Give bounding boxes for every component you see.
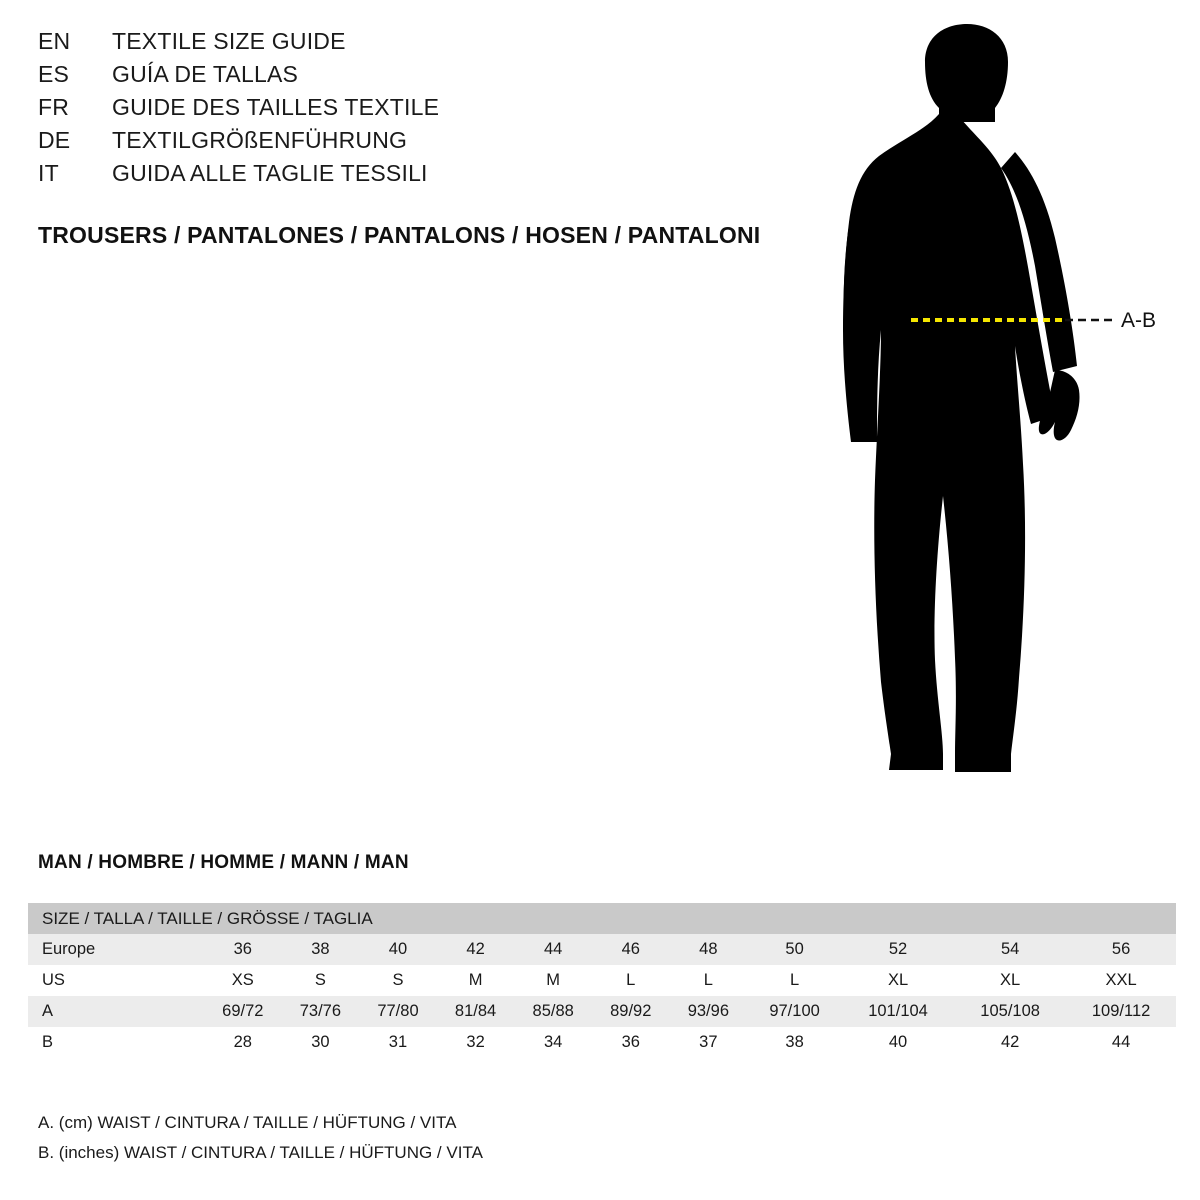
cell: 30 (282, 1027, 360, 1058)
footnotes (38, 1108, 483, 1168)
cell: 109/112 (1066, 996, 1176, 1027)
garment-type-label: TROUSERS / PANTALONES / PANTALONS / HOSEN / PANTALONI (38, 222, 761, 248)
cell: 44 (514, 934, 592, 965)
cell: 48 (670, 934, 748, 965)
waist-measure-label: A-B (1121, 309, 1157, 332)
cell: 37 (670, 1027, 748, 1058)
cell: 42 (437, 934, 515, 965)
language-title: TEXTILE SIZE GUIDE (112, 28, 346, 54)
language-row-it (38, 160, 818, 193)
figure-illustration (815, 10, 1195, 810)
table-header-label: SIZE / TALLA / TAILLE / GRÖSSE / TAGLIA (28, 903, 1176, 934)
table-section-title: MAN / HOMBRE / HOMME / MANN / MAN (38, 852, 409, 873)
cell: 38 (747, 1027, 842, 1058)
cell: S (282, 965, 360, 996)
table-row (28, 996, 1176, 1027)
language-code: EN (38, 28, 71, 54)
cell: XXL (1066, 965, 1176, 996)
footnote-a: A. (cm) WAIST / CINTURA / TAILLE / HÜFTUNG / VITA (38, 1113, 457, 1132)
cell: XL (954, 965, 1066, 996)
male-silhouette-icon (843, 24, 1080, 772)
cell: M (437, 965, 515, 996)
cell: 40 (842, 1027, 954, 1058)
cell: 40 (359, 934, 437, 965)
cell: XL (842, 965, 954, 996)
language-code: ES (38, 61, 70, 87)
cell: 52 (842, 934, 954, 965)
cell: 46 (592, 934, 670, 965)
language-title-block (38, 28, 818, 193)
size-table (28, 903, 1176, 1058)
language-row-fr (38, 94, 818, 127)
cell: L (592, 965, 670, 996)
table-row (28, 1027, 1176, 1058)
cell: L (670, 965, 748, 996)
cell: 36 (204, 934, 282, 965)
cell: 89/92 (592, 996, 670, 1027)
language-row-de (38, 127, 818, 160)
row-label-b: B (28, 1027, 204, 1058)
table-row (28, 965, 1176, 996)
cell: 77/80 (359, 996, 437, 1027)
table-row (28, 934, 1176, 965)
cell: 42 (954, 1027, 1066, 1058)
language-title: GUIDE DES TAILLES TEXTILE (112, 94, 440, 120)
language-title: TEXTILGRÖßENFÜHRUNG (112, 127, 408, 153)
cell: L (747, 965, 842, 996)
cell: XS (204, 965, 282, 996)
cell: 34 (514, 1027, 592, 1058)
cell: 93/96 (670, 996, 748, 1027)
cell: 32 (437, 1027, 515, 1058)
cell: 31 (359, 1027, 437, 1058)
row-label-us: US (28, 965, 204, 996)
cell: S (359, 965, 437, 996)
cell: 50 (747, 934, 842, 965)
cell: 44 (1066, 1027, 1176, 1058)
language-title: GUIDA ALLE TAGLIE TESSILI (112, 160, 428, 186)
cell: 36 (592, 1027, 670, 1058)
cell: 73/76 (282, 996, 360, 1027)
language-row-en (38, 28, 818, 61)
cell: 56 (1066, 934, 1176, 965)
cell: 38 (282, 934, 360, 965)
footnote-b: B. (inches) WAIST / CINTURA / TAILLE / HÜFTUNG / VITA (38, 1143, 483, 1162)
cell: 28 (204, 1027, 282, 1058)
language-row-es (38, 61, 818, 94)
cell: 97/100 (747, 996, 842, 1027)
cell: M (514, 965, 592, 996)
language-code: DE (38, 127, 71, 153)
cell: 54 (954, 934, 1066, 965)
cell: 101/104 (842, 996, 954, 1027)
language-code: IT (38, 160, 59, 186)
cell: 81/84 (437, 996, 515, 1027)
language-title: GUÍA DE TALLAS (112, 61, 299, 87)
cell: 69/72 (204, 996, 282, 1027)
row-label-a: A (28, 996, 204, 1027)
table-header-row (28, 903, 1176, 934)
cell: 105/108 (954, 996, 1066, 1027)
cell: 85/88 (514, 996, 592, 1027)
row-label-europe: Europe (28, 934, 204, 965)
language-code: FR (38, 94, 70, 120)
